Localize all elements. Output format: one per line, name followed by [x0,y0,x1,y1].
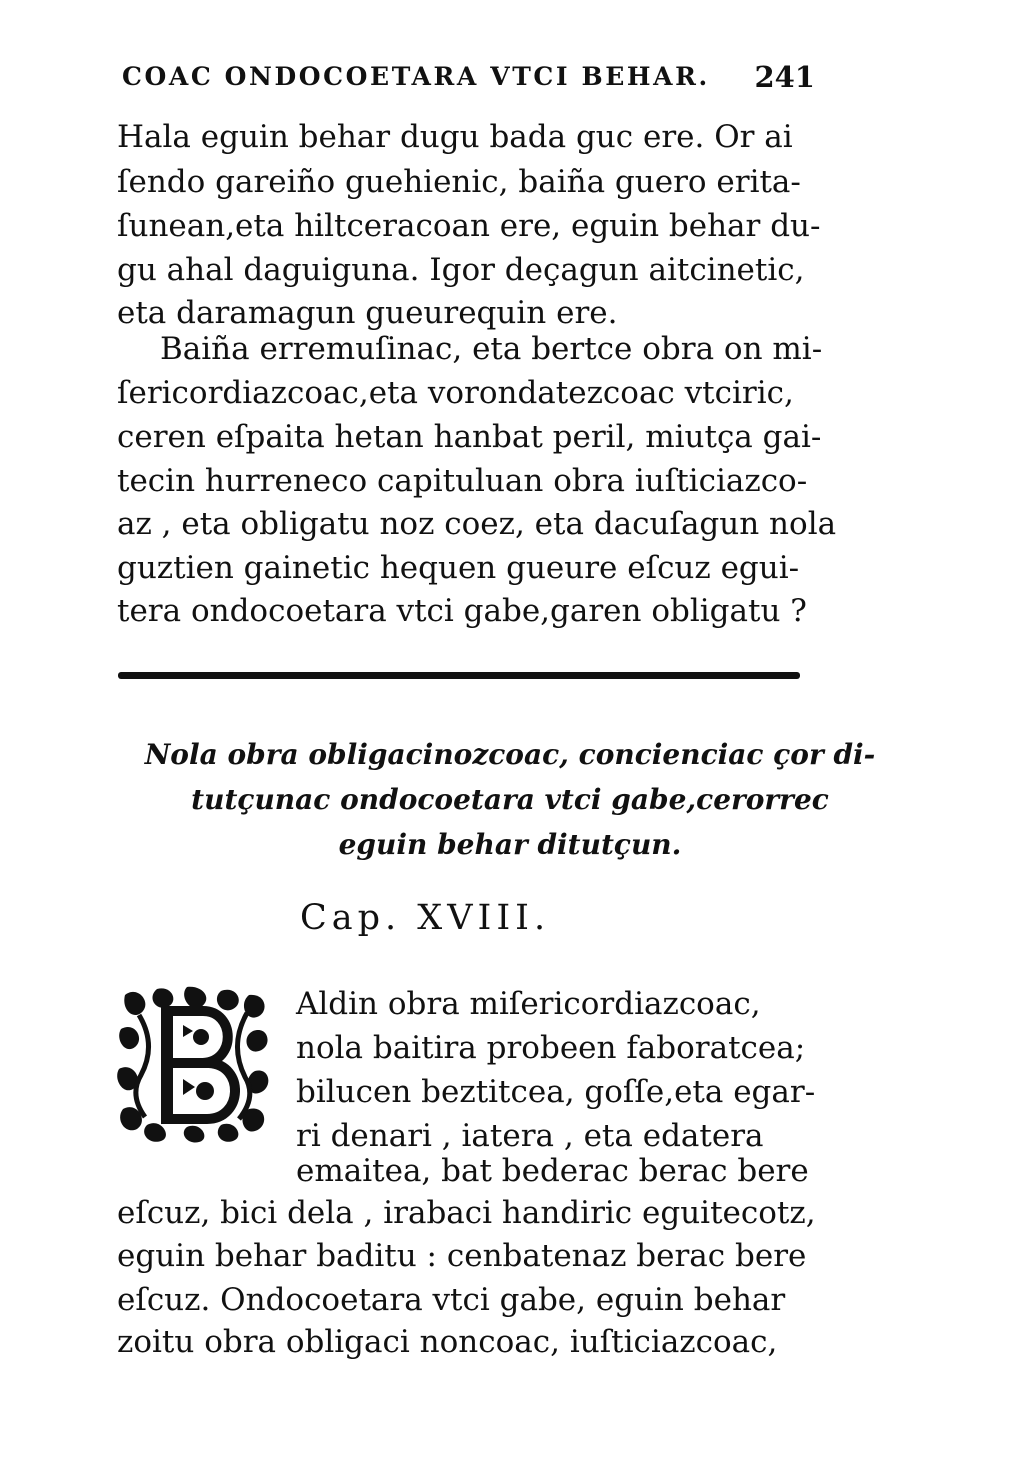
text-line: bilucen beztitcea, goſſe,eta egar- [296,1074,816,1110]
text-line: eſcuz, bici dela , irabaci handiric eguitecotz, [117,1195,816,1231]
text-line: emaitea, bat bederac berac bere [296,1153,809,1189]
text-line: tera ondocoetara vtci gabe,garen obligatu ? [117,593,807,629]
text-line: ceren eſpaita hetan hanbat peril, miutça gai- [117,419,822,455]
text-line: gu ahal daguiguna. Igor deçagun aitcinetic, [117,252,805,288]
text-line: eta daramagun gueurequin ere. [117,295,618,331]
heading-line: eguin behar ditutçun. [338,828,682,861]
text-line: ſunean,eta hiltceracoan ere, eguin behar du- [117,208,821,244]
text-line: guztien gainetic hequen gueure eſcuz egui- [117,550,800,586]
text-line: tecin hurreneco capituluan obra iuſticiazco- [117,463,808,499]
ornamental-foliage-initial-icon [117,985,271,1143]
text-line: eguin behar baditu : cenbatenaz berac bere [117,1238,807,1274]
text-line: Aldin obra miſericordiazcoac, [296,986,761,1022]
running-head [120,58,815,102]
text-line: ſericordiazcoac,eta vorondatezcoac vtciric, [117,375,794,411]
chapter-number: Cap. XVIII. [300,898,551,938]
running-head-title: COAC ONDOCOETARA VTCI BEHAR. [122,62,710,91]
text-line: ri denari , iatera , eta edatera [296,1118,764,1154]
text-line: ſendo gareiño guehienic, baiña guero erita- [117,164,801,200]
ornamental-drop-cap [117,985,271,1143]
page-number: 241 [754,60,815,94]
text-line: nola baitira probeen faboratcea; [296,1030,806,1066]
text-line: Baiña erremuſinac, eta bertce obra on mi- [160,331,823,367]
section-divider-rule [118,672,800,679]
text-line: zoitu obra obligaci noncoac, iuſticiazcoac, [117,1324,778,1360]
text-line: Hala eguin behar dugu bada guc ere. Or ai [117,119,793,155]
heading-line: Nola obra obligacinozcoac, concienciac çor di- [144,738,876,771]
text-line: eſcuz. Ondocoetara vtci gabe, eguin behar [117,1282,786,1318]
heading-line: tutçunac ondocoetara vtci gabe,cerorrec [191,783,829,816]
text-line: az , eta obligatu noz coez, eta dacuſagun nola [117,506,837,542]
